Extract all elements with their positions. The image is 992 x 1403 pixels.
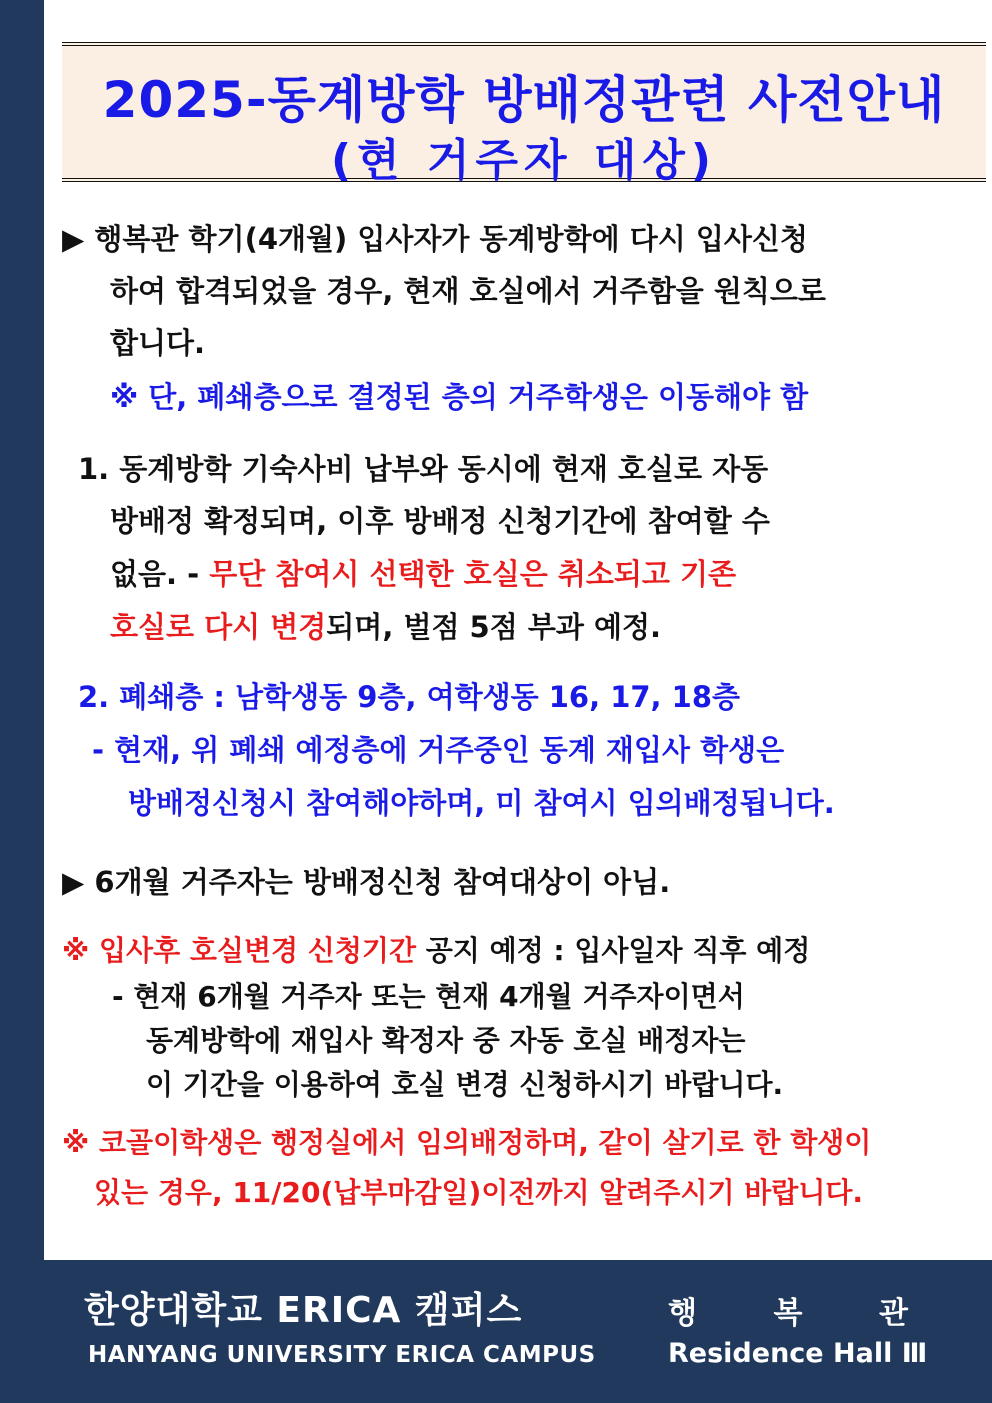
item-1-line-1: 1. 동계방학 기숙사비 납부와 동시에 현재 호실로 자동 [78, 452, 769, 486]
page-title: 2025-동계방학 방배정관련 사전안내 [102, 71, 946, 129]
bullet-1-note: ※ 단, 폐쇄층으로 결정된 층의 거주학생은 이동해야 함 [110, 380, 809, 414]
bullet-1-line-1: ▶ 행복관 학기(4개월) 입사자가 동계방학에 다시 입사신청 [62, 222, 808, 256]
hall-name-english: Residence Hall Ⅲ [668, 1338, 928, 1369]
footer [0, 1260, 992, 1403]
bullet-1-line-2: 하여 합격되었을 경우, 현재 호실에서 거주함을 원칙으로 [110, 274, 826, 308]
item-1-line-4 [110, 610, 661, 644]
item-1-line-2: 방배정 확정되며, 이후 방배정 신청기간에 참여할 수 [110, 504, 770, 538]
remark-2-line-1: ※ 코골이학생은 행정실에서 임의배정하며, 같이 살기로 한 학생이 [62, 1126, 872, 1159]
university-name-english: HANYANG UNIVERSITY ERICA CAMPUS [88, 1342, 596, 1368]
remark-1-line-1 [62, 934, 810, 968]
remark-1-highlight: ※ 입사후 호실변경 신청기간 [62, 934, 416, 967]
hall-name-korean [668, 1288, 908, 1332]
hall-char-3: 관 [879, 1296, 908, 1331]
left-side-bar [0, 0, 44, 1260]
remark-1-line-3: 동계방학에 재입사 확정자 중 자동 호실 배정자는 [146, 1024, 746, 1057]
item-1-line-4-text: 되며, 벌점 5점 부과 예정. [326, 610, 662, 644]
remark-1-line-4: 이 기간을 이용하여 호실 변경 신청하시기 바랍니다. [146, 1068, 784, 1101]
hall-char-1: 행 [668, 1296, 697, 1331]
page-subtitle: (현 거주자 대상) [331, 135, 717, 186]
remark-1-text: 공지 예정 : 입사일자 직후 예정 [416, 934, 811, 967]
item-1-warning-text: 무단 참여시 선택한 호실은 취소되고 기존 [209, 557, 737, 591]
remark-1-line-2: - 현재 6개월 거주자 또는 현재 4개월 거주자이면서 [112, 980, 745, 1013]
item-1-line-3-text: 없음. - [110, 557, 210, 591]
bullet-1-line-3: 합니다. [110, 326, 206, 360]
hall-char-2: 복 [773, 1296, 803, 1331]
item-1-warning-text-2: 호실로 다시 변경 [110, 610, 327, 644]
remark-2-line-2: 있는 경우, 11/20(납부마감일)이전까지 알려주시기 바랍니다. [94, 1176, 864, 1209]
item-2-line-1: 2. 폐쇄층 : 남학생동 9층, 여학생동 16, 17, 18층 [78, 680, 741, 714]
title-box [62, 42, 986, 186]
item-2-line-3: 방배정신청시 참여해야하며, 미 참여시 임의배정됩니다. [128, 786, 835, 820]
university-name-korean: 한양대학교 ERICA 캠퍼스 [84, 1290, 523, 1331]
item-1-line-3 [110, 557, 736, 591]
item-2-line-2: - 현재, 위 폐쇄 예정층에 거주중인 동계 재입사 학생은 [92, 733, 785, 767]
bullet-2: ▶ 6개월 거주자는 방배정신청 참여대상이 아님. [62, 865, 671, 899]
